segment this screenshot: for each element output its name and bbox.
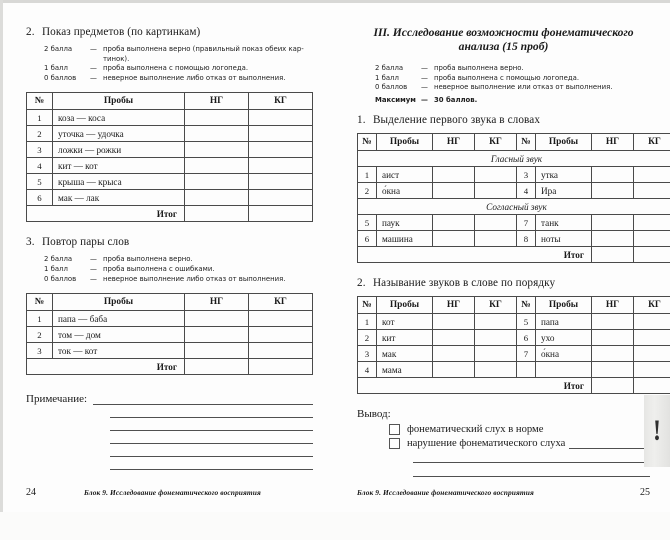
row-probe: паук — [377, 215, 433, 231]
row-number-empty — [517, 362, 536, 378]
table-header-row — [27, 294, 313, 311]
row-number: 7 — [517, 346, 536, 362]
note-writing-line[interactable] — [110, 455, 313, 457]
conclusion-writing-line[interactable] — [413, 461, 650, 463]
conclusion-writing-line[interactable] — [569, 438, 650, 449]
note-first-line — [26, 393, 313, 405]
total-kg[interactable] — [249, 359, 313, 375]
table-group-row — [358, 199, 670, 215]
cell-kg[interactable] — [475, 231, 517, 247]
key-score: 2 балла — [44, 255, 73, 264]
cell-ng[interactable] — [185, 158, 249, 174]
cell-kg[interactable] — [475, 330, 517, 346]
col-header-kg: КГ — [634, 297, 670, 314]
page-footer-right — [357, 487, 650, 498]
cell-ng[interactable] — [433, 346, 475, 362]
table-header-row — [27, 93, 313, 110]
row-probe: мама — [377, 362, 433, 378]
section-title: Показ предметов (по картинкам) — [42, 26, 201, 38]
key-dash: — — [90, 264, 97, 273]
col-header-number: № — [27, 93, 53, 110]
section-number: 1. — [357, 114, 366, 127]
col-header-number: № — [358, 134, 377, 151]
table-wrapper — [357, 296, 661, 394]
scoring-key-main — [375, 64, 650, 105]
row-number: 1 — [27, 311, 53, 327]
key-text: неверное выполнение или отказ от выполнения. — [434, 83, 613, 92]
key-score: 2 балла — [44, 45, 73, 53]
table-row — [358, 362, 670, 378]
cell-kg[interactable] — [249, 110, 313, 126]
row-number: 1 — [358, 167, 377, 183]
cell-kg[interactable] — [249, 343, 313, 359]
row-probe: папа — баба — [53, 311, 185, 327]
key-text: проба выполнена с ошибками. — [103, 264, 215, 273]
col-header-kg: КГ — [475, 297, 517, 314]
key-score: 1 балл — [44, 264, 68, 273]
table-row — [27, 126, 313, 142]
key-row — [375, 74, 650, 84]
table-row — [358, 346, 670, 362]
key-text: неверное выполнение либо отказ от выполнения. — [103, 73, 286, 82]
col-header-ng: НГ — [433, 297, 475, 314]
cell-kg[interactable] — [475, 346, 517, 362]
section-heading-2 — [26, 26, 313, 38]
table-wrapper — [26, 293, 313, 375]
conclusion-option-text: нарушение фонематического слуха — [407, 438, 566, 450]
cell-kg[interactable] — [634, 183, 670, 199]
key-text: проба выполнена с помощью логопеда. — [434, 73, 580, 82]
cell-ng[interactable] — [433, 330, 475, 346]
row-number: 6 — [358, 231, 377, 247]
row-probe: ухо — [536, 330, 592, 346]
col-header-probes: Пробы — [377, 297, 433, 314]
row-number: 3 — [27, 343, 53, 359]
row-probe: ток — кот — [53, 343, 185, 359]
col-header-ng: НГ — [185, 294, 249, 311]
row-probe: мак — [377, 346, 433, 362]
table-total-row — [358, 247, 670, 263]
col-header-number: № — [358, 297, 377, 314]
conclusion-label: Вывод: — [357, 408, 391, 421]
key-row — [44, 275, 313, 285]
cell-ng[interactable] — [592, 330, 634, 346]
table-row — [27, 110, 313, 126]
chapter-heading — [361, 26, 646, 54]
key-dash: — — [90, 73, 97, 82]
col-header-probes: Пробы — [53, 294, 185, 311]
key-text: проба выполнена с помощью логопеда. — [103, 64, 249, 73]
cell-ng[interactable] — [592, 314, 634, 330]
cell-ng[interactable] — [185, 327, 249, 343]
table-wrapper — [357, 133, 661, 263]
col-header-number: № — [517, 297, 536, 314]
note-section — [26, 393, 313, 470]
section-heading-r1 — [357, 114, 650, 126]
cell-ng[interactable] — [185, 126, 249, 142]
table-row — [358, 183, 670, 199]
right-page — [335, 0, 670, 540]
table-header-row — [358, 297, 670, 314]
chapter-heading-line1: III. Исследование возможности фонематического — [373, 26, 634, 39]
group-label-consonant: Согласный звук — [358, 199, 670, 215]
cell-ng[interactable] — [185, 311, 249, 327]
table-row — [358, 231, 670, 247]
cell-ng[interactable] — [433, 362, 475, 378]
cell-ng[interactable] — [592, 167, 634, 183]
checkbox-icon[interactable] — [389, 438, 400, 449]
cell-kg[interactable] — [249, 190, 313, 206]
page-number: 24 — [26, 487, 36, 498]
row-number: 2 — [27, 126, 53, 142]
row-number: 3 — [27, 142, 53, 158]
page-footer-left — [26, 487, 313, 498]
total-kg[interactable] — [634, 247, 670, 263]
total-label: Итог — [27, 359, 185, 375]
probes-table-r2 — [357, 296, 670, 394]
cell-ng[interactable] — [433, 167, 475, 183]
col-header-ng: НГ — [592, 134, 634, 151]
row-number: 3 — [517, 167, 536, 183]
row-number: 8 — [517, 231, 536, 247]
row-probe: коза — коса — [53, 110, 185, 126]
cell-ng[interactable] — [592, 346, 634, 362]
table-row — [358, 167, 670, 183]
table-total-row — [358, 378, 670, 394]
cell-kg[interactable] — [634, 346, 670, 362]
total-ng[interactable] — [592, 378, 634, 394]
cell-kg[interactable] — [249, 311, 313, 327]
row-probe: машина — [377, 231, 433, 247]
section-number: 3. — [26, 236, 35, 249]
table-row — [27, 343, 313, 359]
row-number: 1 — [358, 314, 377, 330]
table-row — [27, 174, 313, 190]
conclusion-section — [357, 408, 650, 477]
cell-kg[interactable] — [634, 314, 670, 330]
cell-kg[interactable] — [475, 362, 517, 378]
col-header-number: № — [517, 134, 536, 151]
key-maximum-value: 30 баллов. — [434, 95, 478, 104]
row-number: 2 — [358, 330, 377, 346]
cell-ng[interactable] — [433, 215, 475, 231]
table-row — [358, 330, 670, 346]
row-number: 5 — [358, 215, 377, 231]
note-writing-line[interactable] — [110, 468, 313, 470]
row-probe: уточка — удочка — [53, 126, 185, 142]
cell-kg[interactable] — [634, 330, 670, 346]
cell-kg[interactable] — [475, 183, 517, 199]
note-writing-line[interactable] — [110, 416, 313, 418]
probes-table-3 — [26, 293, 313, 375]
table-group-row — [358, 151, 670, 167]
checkbox-icon[interactable] — [389, 424, 400, 435]
cell-ng[interactable] — [185, 110, 249, 126]
table-row — [27, 327, 313, 343]
cell-kg[interactable] — [249, 142, 313, 158]
row-probe: кит — кот — [53, 158, 185, 174]
section-heading-r2 — [357, 277, 650, 289]
section-title: Выделение первого звука в словах — [373, 114, 541, 127]
key-row — [375, 64, 650, 74]
key-score: 1 балл — [44, 64, 68, 73]
cell-ng[interactable] — [592, 231, 634, 247]
table-row — [27, 190, 313, 206]
note-writing-line[interactable] — [110, 429, 313, 431]
section-heading-3 — [26, 236, 313, 248]
row-probe: мак — лак — [53, 190, 185, 206]
key-text: проба выполнена верно. — [434, 64, 524, 72]
cell-kg[interactable] — [249, 126, 313, 142]
key-continuation: тинок). — [103, 54, 130, 63]
conclusion-option-impaired[interactable] — [389, 438, 650, 449]
key-row — [44, 64, 313, 74]
key-score: 1 балл — [375, 73, 399, 82]
conclusion-option-normal[interactable] — [389, 424, 650, 435]
row-number: 1 — [27, 110, 53, 126]
cell-ng[interactable] — [433, 183, 475, 199]
total-ng[interactable] — [185, 359, 249, 375]
key-dash: — — [90, 255, 97, 264]
conclusion-option-text: фонематический слух в норме — [407, 424, 544, 436]
running-head: Блок 9. Исследование фонематического восприятия — [357, 488, 534, 497]
col-header-ng: НГ — [185, 93, 249, 110]
running-head: Блок 9. Исследование фонематического восприятия — [84, 488, 261, 497]
row-probe: том — дом — [53, 327, 185, 343]
row-probe: кит — [377, 330, 433, 346]
col-header-probes: Пробы — [53, 93, 185, 110]
cell-ng[interactable] — [433, 231, 475, 247]
chapter-heading-line2: анализа (15 проб) — [458, 40, 549, 53]
row-number: 4 — [358, 362, 377, 378]
col-header-probes: Пробы — [536, 297, 592, 314]
note-writing-line[interactable] — [93, 393, 313, 405]
total-ng[interactable] — [592, 247, 634, 263]
key-dash: — — [90, 64, 97, 73]
scoring-key-2 — [44, 45, 313, 83]
key-text: проба выполнена верно. — [103, 255, 193, 264]
exclamation-mark-icon: ! — [653, 414, 661, 447]
row-probe: крыша — крыса — [53, 174, 185, 190]
probes-table-2 — [26, 92, 313, 222]
key-row — [44, 265, 313, 275]
col-header-kg: КГ — [249, 294, 313, 311]
key-row — [44, 74, 313, 84]
cell-ng[interactable] — [433, 314, 475, 330]
row-probe: о́кна — [377, 183, 433, 199]
section-title: Повтор пары слов — [42, 236, 130, 249]
note-label: Примечание: — [26, 393, 88, 406]
row-probe: Ира — [536, 183, 592, 199]
table-row — [358, 215, 670, 231]
key-text: проба выполнена верно (правильный показ обеих кар- — [103, 45, 304, 53]
row-probe: кот — [377, 314, 433, 330]
row-probe: ложки — рожки — [53, 142, 185, 158]
key-dash: — — [90, 45, 97, 53]
row-probe: о́кна — [536, 346, 592, 362]
row-probe: аист — [377, 167, 433, 183]
key-dash: — — [421, 83, 428, 92]
page-number: 25 — [640, 487, 650, 498]
col-header-ng: НГ — [592, 297, 634, 314]
table-row — [27, 311, 313, 327]
total-kg[interactable] — [249, 206, 313, 222]
row-number: 3 — [358, 346, 377, 362]
row-number: 2 — [27, 327, 53, 343]
margin-note-tab — [644, 395, 670, 467]
key-score: 2 балла — [375, 64, 404, 72]
cell-kg[interactable] — [475, 167, 517, 183]
col-header-ng: НГ — [433, 134, 475, 151]
row-probe: ноты — [536, 231, 592, 247]
key-text: неверное выполнение либо отказ от выполнения. — [103, 274, 286, 283]
conclusion-writing-line[interactable] — [413, 475, 650, 477]
row-number: 6 — [517, 330, 536, 346]
col-header-kg: КГ — [475, 134, 517, 151]
note-writing-line[interactable] — [110, 442, 313, 444]
total-label: Итог — [358, 378, 592, 394]
row-probe-empty — [536, 362, 592, 378]
group-label-vowel: Гласный звук — [358, 151, 670, 167]
table-wrapper — [26, 92, 313, 222]
table-row — [27, 142, 313, 158]
col-header-kg: КГ — [634, 134, 670, 151]
key-dash: — — [90, 274, 97, 283]
cell-kg[interactable] — [634, 167, 670, 183]
key-score: 0 баллов — [375, 83, 408, 92]
key-score: 0 баллов — [44, 274, 77, 283]
key-dash: — — [421, 73, 428, 82]
row-number: 4 — [27, 158, 53, 174]
key-maximum-label: Максимум — [375, 95, 416, 104]
total-label: Итог — [27, 206, 185, 222]
section-number: 2. — [26, 26, 35, 38]
total-label: Итог — [358, 247, 592, 263]
section-number: 2. — [357, 277, 366, 290]
row-probe: танк — [536, 215, 592, 231]
cell-ng[interactable] — [592, 215, 634, 231]
row-probe: утка — [536, 167, 592, 183]
total-ng[interactable] — [185, 206, 249, 222]
row-number: 7 — [517, 215, 536, 231]
row-number: 6 — [27, 190, 53, 206]
col-header-number: № — [27, 294, 53, 311]
cell-kg[interactable] — [634, 362, 670, 378]
table-total-row — [27, 206, 313, 222]
scoring-key-3 — [44, 255, 313, 284]
col-header-probes: Пробы — [377, 134, 433, 151]
row-number: 5 — [517, 314, 536, 330]
probes-table-r1 — [357, 133, 670, 263]
row-number: 2 — [358, 183, 377, 199]
row-number: 5 — [27, 174, 53, 190]
col-header-probes: Пробы — [536, 134, 592, 151]
row-number: 4 — [517, 183, 536, 199]
cell-kg[interactable] — [249, 174, 313, 190]
cell-kg[interactable] — [249, 327, 313, 343]
key-dash: — — [421, 95, 428, 104]
cell-kg[interactable] — [475, 215, 517, 231]
key-maximum-row — [375, 96, 650, 106]
col-header-kg: КГ — [249, 93, 313, 110]
table-header-row — [358, 134, 670, 151]
section-title: Называние звуков в слове по порядку — [373, 277, 556, 290]
cell-ng[interactable] — [185, 190, 249, 206]
table-row — [27, 158, 313, 174]
key-row — [44, 45, 313, 55]
row-probe: папа — [536, 314, 592, 330]
cell-ng[interactable] — [185, 343, 249, 359]
table-total-row — [27, 359, 313, 375]
key-score: 0 баллов — [44, 73, 77, 82]
cell-kg[interactable] — [634, 215, 670, 231]
total-kg[interactable] — [634, 378, 670, 394]
cell-ng[interactable] — [185, 142, 249, 158]
cell-ng[interactable] — [592, 362, 634, 378]
key-row — [44, 255, 313, 265]
key-row — [375, 83, 650, 93]
cell-kg[interactable] — [249, 158, 313, 174]
key-dash: — — [421, 64, 428, 72]
table-row — [358, 314, 670, 330]
cell-ng[interactable] — [592, 183, 634, 199]
cell-ng[interactable] — [185, 174, 249, 190]
cell-kg[interactable] — [634, 231, 670, 247]
cell-kg[interactable] — [475, 314, 517, 330]
